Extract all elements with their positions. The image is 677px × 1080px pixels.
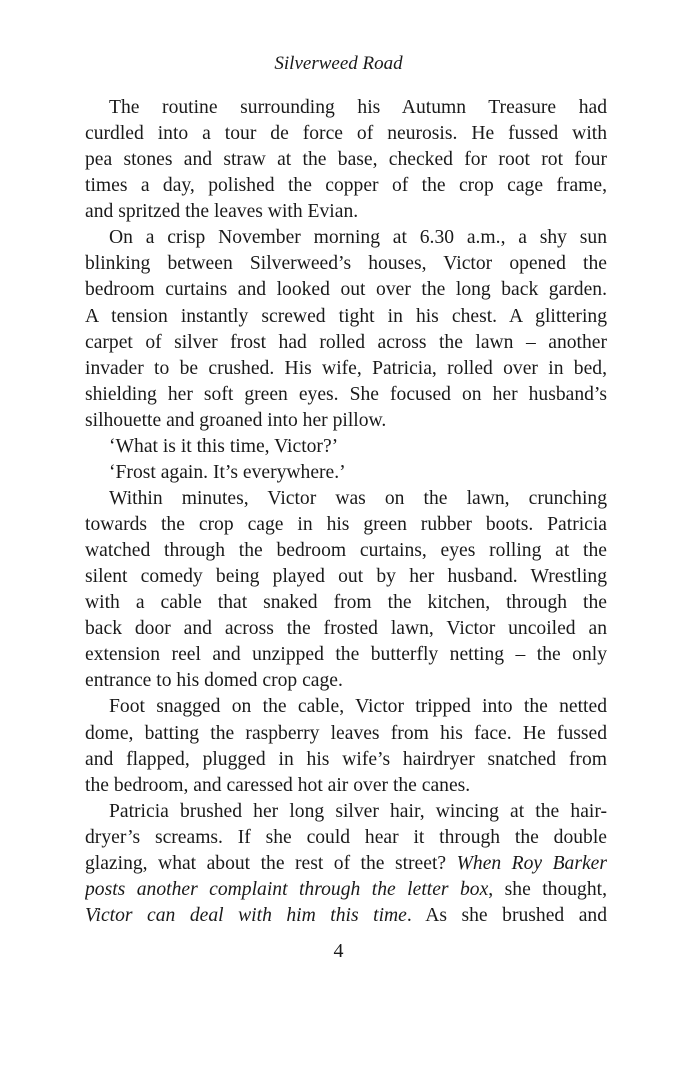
italic-text-segment: When Roy Barker [456, 852, 607, 874]
text-line: dome, batting the raspberry leaves from his face. He fussed [85, 722, 607, 744]
text-line [85, 877, 607, 903]
text-line: curdled into a tour de force of neurosis. He fussed with [85, 123, 607, 145]
text-line [85, 825, 607, 851]
text-line: Within minutes, Victor was on the lawn, crunching [109, 487, 607, 509]
text-line: and flapped, plugged in his wife’s hairdryer snatched from [85, 748, 607, 770]
text-segment: Patricia brushed her long silver hair, wincing at the hair- [109, 800, 607, 822]
text-line: towards the crop cage in his green rubber boots. Patricia [85, 514, 607, 535]
paragraph [85, 95, 607, 225]
text-line: shielding her soft green eyes. She focused on her husband’s [85, 383, 607, 405]
text-segment: glazing, what about the rest of the street? [85, 852, 457, 874]
text-segment: dryer’s screams. If she could hear it through the double [85, 826, 607, 848]
paragraph [85, 486, 607, 695]
dialogue-paragraph [85, 460, 607, 486]
text-line: entrance to his domed crop cage. [85, 670, 343, 692]
text-line [85, 851, 607, 877]
text-line: pea stones and straw at the base, checked for root rot four [85, 149, 607, 171]
italic-text-segment: Victor can deal with him this time [85, 904, 407, 926]
running-head: Silverweed Road [274, 53, 403, 74]
text-line: with a cable that snaked from the kitchen, through the [85, 592, 607, 614]
text-line: silhouette and groaned into her pillow. [85, 409, 387, 431]
text-line: and spritzed the leaves with Evian. [85, 201, 359, 223]
page-number: 4 [333, 940, 344, 962]
text-line: The routine surrounding his Autumn Treasure had [109, 97, 607, 118]
body-text [85, 95, 607, 929]
text-segment: . As she brushed and [406, 904, 607, 926]
text-line: invader to be crushed. His wife, Patricia, rolled over in bed, [85, 357, 607, 379]
text-line: blinking between Silverweed’s houses, Victor opened the [85, 253, 607, 275]
text-line: bedroom curtains and looked out over the long back garden. [85, 279, 607, 301]
text-line: carpet of silver frost had rolled across the lawn – another [85, 331, 607, 353]
text-line [85, 903, 607, 929]
text-segment: , she thought, [488, 878, 607, 900]
text-line: back door and across the frosted lawn, Victor uncoiled an [85, 618, 607, 640]
paragraph [85, 799, 607, 929]
text-line [85, 799, 607, 825]
text-line: silent comedy being played out by her husband. Wrestling [85, 566, 607, 588]
dialogue-paragraph [85, 434, 607, 460]
paragraph [85, 694, 607, 798]
text-line: A tension instantly screwed tight in his chest. A glittering [85, 305, 607, 327]
text-line: times a day, polished the copper of the crop cage frame, [85, 175, 607, 197]
text-line: On a crisp November morning at 6.30 a.m., a shy sun [109, 227, 607, 249]
text-line: ‘Frost again. It’s everywhere.’ [109, 461, 346, 483]
text-line: extension reel and unzipped the butterfly netting – the only [85, 644, 607, 666]
italic-text-segment: posts another complaint through the letter box [85, 878, 489, 900]
text-line: ‘What is it this time, Victor?’ [109, 435, 339, 457]
paragraph [85, 225, 607, 434]
text-line: Foot snagged on the cable, Victor tripped into the netted [109, 696, 607, 718]
text-line: the bedroom, and caressed hot air over the canes. [85, 774, 471, 796]
text-line: watched through the bedroom curtains, eyes rolling at the [85, 540, 607, 562]
